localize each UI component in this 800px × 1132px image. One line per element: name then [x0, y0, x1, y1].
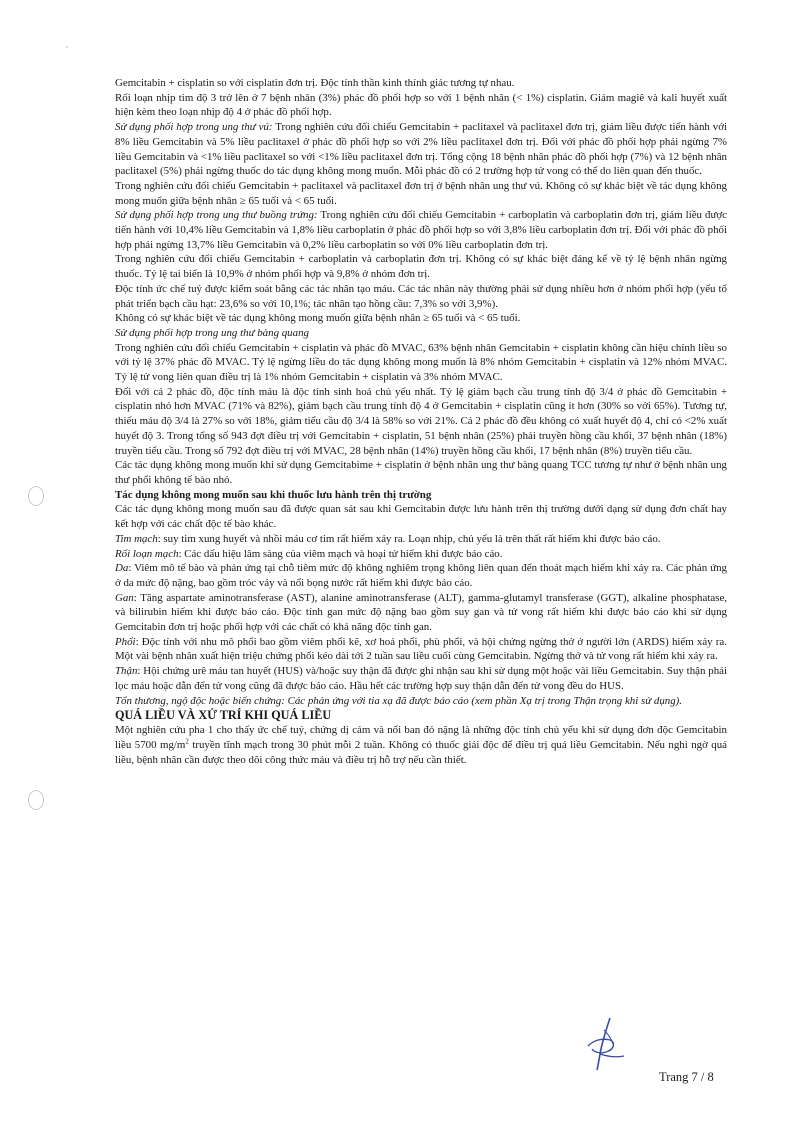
paragraph-lead: Phổi [115, 635, 136, 648]
paragraph: Các tác dụng không mong muốn khi sử dụng Gemcitabime + cisplatin ở bệnh nhân ung thư bàng quang TCC tương tự như ở bệnh nhân ung thư phổi không tế bào nhỏ. [115, 459, 727, 486]
paragraph-text: : Các dấu hiệu lâm sàng của viêm mạch và hoại tử hiếm khi được báo cáo. [178, 547, 503, 560]
paragraph-lead: Tổn thương, ngộ độc hoặc biến chứng [115, 694, 282, 707]
page-number: Trang 7 / 8 [659, 1070, 714, 1084]
paragraph [115, 694, 727, 709]
punch-hole-upper [28, 486, 44, 506]
paragraph-text: : Độc tính với nhu mô phổi bao gồm viêm phổi kẽ, xơ hoá phổi, phù phổi, và hội chứng ngừng thở ở người lớn (ARDS) hiếm xảy ra. Một vài bệnh nhân xuất hiện triệu chứng phổi kéo dài tới 2 tuần sau liều cuối cùng Gemcitabin. Ngừng thở và tử vong rất hiếm khi xảy ra. [115, 635, 727, 663]
paragraph-text: : Tăng aspartate aminotransferase (AST), alanine aminotransferase (ALT), gamma-glutamyl transferase (GGT), alkaline phosphatase, và bilirubin hiếm khi được báo cáo. Độc tính gan mức độ nặng bao gồm suy gan và tử vong rất hiếm khi được báo cáo khi sử dụng Gemcitabin đơn trị hoặc phối hợp với các chất có khả năng độc tính gan. [115, 591, 727, 634]
paragraph [115, 635, 727, 664]
paragraph-text: : Hội chứng urê máu tan huyết (HUS) và/hoặc suy thận đã được ghi nhận sau khi sử dụng một hoặc vài liều Gemcitabin. Suy thận phải lọc máu hoặc dẫn đến tử vong cũng đã được báo cáo. Hầu hết các trường hợp suy thận dẫn đến tử vong đều do HUS. [115, 665, 727, 692]
paragraph: Trong nghiên cứu đối chiếu Gemcitabin + paclitaxel và paclitaxel đơn trị ở bệnh nhân ung thư vú. Không có sự khác biệt về tác dụng không mong muốn giữa bệnh nhân ≥ 65 tuổi và < 65 tuổi. [115, 179, 727, 207]
section-heading: Tác dụng không mong muốn sau khi thuốc lưu hành trên thị trường [115, 488, 432, 501]
paragraph: Trong nghiên cứu đối chiếu Gemcitabin + carboplatin và carboplatin đơn trị. Không có sự khác biệt đáng kể về tỷ lệ bệnh nhân ngừng thuốc. Tỷ lệ tai biến là 10,9% ở nhóm phối hợp và 9,8% ở nhóm đơn trị. [115, 253, 727, 281]
paragraph-lead: Rối loạn mạch [115, 547, 179, 560]
paragraph: Độc tính ức chế tuỷ được kiểm soát bằng các tác nhân tạo máu. Các tác nhân này thường phải sử dụng nhiều hơn ở nhóm phối hợp (yếu tố phát triển bạch cầu hạt: 23,6% so với 10,1%; tác nhân tạo hồng cầu: 7,3% so với 3,9%). [115, 282, 727, 310]
paragraph: Không có sự khác biệt về tác dụng không mong muốn giữa bệnh nhân ≥ 65 tuổi và < 65 tuổi. [115, 312, 521, 325]
paragraph-lead: Gan [115, 591, 134, 604]
paragraph-text: : Các phản ứng với tia xạ đã được báo cáo (xem phần Xạ trị trong Thận trọng khi sử dụng). [281, 694, 683, 707]
paragraph-lead: Thận [115, 665, 138, 678]
subsection-title: Sử dụng phối hợp trong ung thư bàng quang [115, 326, 309, 339]
paragraph: Các tác dụng không mong muốn sau đã được quan sát sau khi Gemcitabin được lưu hành trên thị trường dưới dạng sử dụng đơn chất hay kết hợp với các chất độc tế bào khác. [115, 503, 727, 531]
superscript: 2 [185, 737, 189, 746]
paragraph: Đối với cả 2 phác đồ, độc tính máu là độc tính sinh hoá chủ yếu nhất. Tỷ lệ giảm bạch cầu trung tính độ 3/4 ở phác đồ Gemcitabin + cisplatin nhỏ hơn MVAC (71% và 82%), giảm bạch cầu trung tính độ 4 ở Gemcitabin + cisplatin cũng ít hơn (30% so với 65%). Tương tự, thiếu máu độ 3/4 là 27% so với 18%, giảm tiểu cầu độ 3/4 là 58% so với 21%. Cả 2 phác đồ đều không có xuất huyết độ 4, chỉ có <2% xuất huyết độ 3. Trong tổng số 943 đợt điều trị với Gemcitabin + cisplatin, 51 bệnh nhân (25%) phải truyền hồng cầu khối, 37 bệnh nhân (18%) truyền tiểu cầu. Trong số 792 đợt điều trị với MVAC, 28 bệnh nhân (14%) truyền hồng cầu khối, 17 bệnh nhân (8%) truyền tiểu cầu. [115, 385, 727, 457]
paragraph: Rối loạn nhịp tim độ 3 trở lên ở 7 bệnh nhân (3%) phác đồ phối hợp so với 1 bệnh nhân (< 1%) cisplatin. Giảm magiê và kali huyết xuất hiện kèm theo loạn nhịp độ 4 ở phác đồ phối hợp. [115, 91, 727, 119]
paragraph-text: : suy tim xung huyết và nhồi máu cơ tim rất hiếm xảy ra. Loạn nhịp, chủ yếu là trên thất rất hiếm khi được báo cáo. [157, 532, 661, 545]
paragraph [115, 532, 727, 547]
paragraph [115, 208, 727, 252]
paragraph-lead: Tim mạch [115, 532, 158, 545]
paragraph-lead: Sử dụng phối hợp trong ung thư vú: [115, 121, 273, 134]
paragraph: Gemcitabin + cisplatin so với cisplatin đơn trị. Độc tính thần kinh thính giác tương tự nhau. [115, 77, 515, 89]
paragraph [115, 120, 727, 179]
paragraph-text: Trong nghiên cứu đối chiếu Gemcitabin + paclitaxel và paclitaxel đơn trị, giảm liều được tiến hành với 8% liều Gemcitabin và 5% liều paclitaxel ở phác đồ phối hợp so với 2% liều paclitaxel đơn trị. Đối với phác đồ phối hợp phải ngừng 7% liều Gemcitabin và <1% liều paclitaxel so với <1% liều paclitaxel đơn trị. Tổng cộng 18 bệnh nhân phác đồ phối hợp (7%) và 12 bệnh nhân paclitaxel (5%) phải ngừng thuốc do tác dụng không mong muốn. Mỗi phác đồ có 2 trường hợp tử vong có thể do liên quan đến thuốc. [115, 121, 728, 178]
paragraph-text: truyền tĩnh mạch trong 30 phút mỗi 2 tuần. Không có thuốc giải độc để điều trị quá liều Gemcitabin. Nếu nghi ngờ quá liều, bệnh nhân cần được theo dõi công thức máu và điều trị hỗ trợ nếu cần thiết. [115, 738, 727, 766]
paragraph [115, 547, 727, 562]
paragraph: Trong nghiên cứu đối chiếu Gemcitabin + cisplatin và phác đồ MVAC, 63% bệnh nhân Gemcitabin + cisplatin không cần hiệu chỉnh liều so với tỷ lệ 37% phác đồ MVAC. Tỷ lệ ngừng liều do tác dụng không mong muốn là 8% nhóm Gemcitabin + cisplatin và 12% nhóm MVAC. Tỷ lệ tử vong liên quan điều trị là 1% nhóm Gemcitabin + cisplatin và 3% nhóm MVAC. [115, 341, 727, 384]
paragraph [115, 723, 727, 767]
paragraph-text: : Viêm mô tế bào và phản ứng tại chỗ tiêm mức độ không nghiêm trọng không liên quan đến thoát mạch hiếm khi xảy ra. Các phản ứng ở da mức độ nặng, bao gồm tróc vảy và nổi bọng nước rất hiếm khi được báo cáo. [115, 562, 727, 589]
paragraph-text: Trong nghiên cứu đối chiếu Gemcitabin + carboplatin và carboplatin đơn trị, giảm liều được tiến hành với 10,4% liều Gemcitabin và 1,8% liều carboplatin ở phác đồ phối hợp so với 3,8% liều carboplatin đơn trị. Đối với phác đồ phối hợp phải ngừng 13,7% liều Gemcitabin và 0,2% liều carboplatin so với 0% liều carboplatin đơn trị. [115, 209, 727, 251]
paragraph [115, 664, 727, 693]
punch-hole-lower [28, 790, 44, 810]
paragraph-lead: Sử dụng phối hợp trong ung thư buồng trứng: [115, 209, 318, 222]
paragraph-lead: Da [115, 562, 129, 575]
paragraph [115, 591, 727, 635]
paragraph-text: Một nghiên cứu pha 1 cho thấy ức chế tuỷ, chứng dị cảm và nổi ban đỏ nặng là những độc tính chủ yếu khi sử dụng đơn độc Gemcitabin liều 5700 mg/m [115, 724, 727, 751]
paragraph [115, 561, 727, 590]
signature-icon [580, 1016, 628, 1072]
overdose-heading: QUÁ LIỀU VÀ XỬ TRÍ KHI QUÁ LIỀU [115, 708, 332, 723]
scan-speck [66, 46, 68, 48]
document-body [115, 76, 727, 767]
